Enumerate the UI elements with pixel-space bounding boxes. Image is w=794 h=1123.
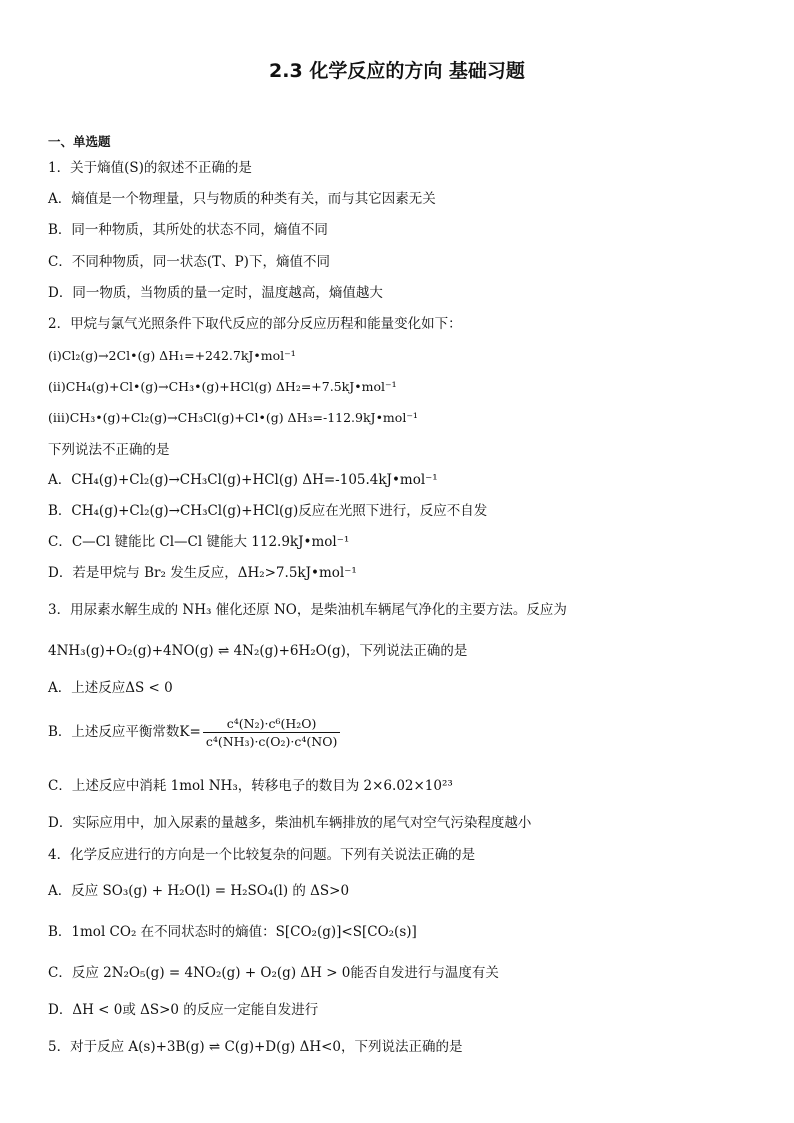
q2-option-a: A．CH₄(g)+Cl₂(g)→CH₃Cl(g)+HCl(g) ΔH=-105.4kJ•mol⁻¹ — [48, 472, 438, 488]
q2-step-iii: (iii)CH₃•(g)+Cl₂(g)→CH₃Cl(g)+Cl•(g) ΔH₃=-112.9kJ•mol⁻¹ — [48, 410, 418, 425]
q4-option-c: C．反应 2N₂O₅(g) = 4NO₂(g) + O₂(g) ΔH > 0能否自发进行与温度有关 — [48, 965, 499, 981]
q2-option-b: B．CH₄(g)+Cl₂(g)→CH₃Cl(g)+HCl(g)反应在光照下进行，反应不自发 — [48, 503, 488, 519]
equilibrium-constant-fraction — [203, 715, 341, 750]
section-heading: 一、单选题 — [48, 134, 111, 149]
question-4: 4．化学反应进行的方向是一个比较复杂的问题。下列有关说法正确的是 — [48, 847, 476, 863]
question-1: 1．关于熵值(S)的叙述不正确的是 — [48, 160, 252, 176]
question-2: 2．甲烷与氯气光照条件下取代反应的部分反应历程和能量变化如下： — [48, 316, 462, 332]
q3-option-d: D．实际应用中，加入尿素的量越多，柴油机车辆排放的尾气对空气污染程度越小 — [48, 815, 532, 831]
fraction-denominator: c⁴(NH₃)·c(O₂)·c⁴(NO) — [205, 734, 338, 749]
page-title: 2.3 化学反应的方向 基础习题 — [269, 60, 525, 82]
q2-prompt: 下列说法不正确的是 — [48, 442, 170, 458]
q4-option-b: B．1mol CO₂ 在不同状态时的熵值：S[CO₂(g)]<S[CO₂(s)] — [48, 924, 417, 940]
q1-option-b: B．同一种物质，其所处的状态不同，熵值不同 — [48, 222, 328, 238]
fraction-numerator: c⁴(N₂)·c⁶(H₂O) — [203, 715, 341, 733]
question-5: 5．对于反应 A(s)+3B(g) ⇌ C(g)+D(g) ΔH<0，下列说法正确的是 — [48, 1039, 463, 1055]
q3-option-a: A．上述反应ΔS < 0 — [48, 680, 173, 696]
q3-reaction: 4NH₃(g)+O₂(g)+4NO(g) ⇌ 4N₂(g)+6H₂O(g)，下列说法正确的是 — [48, 643, 468, 659]
q2-option-d: D．若是甲烷与 Br₂ 发生反应，ΔH₂>7.5kJ•mol⁻¹ — [48, 565, 357, 581]
q3-option-c: C．上述反应中消耗 1mol NH₃，转移电子的数目为 2×6.02×10²³ — [48, 778, 453, 794]
q2-step-ii: (ii)CH₄(g)+Cl•(g)→CH₃•(g)+HCl(g) ΔH₂=+7.5kJ•mol⁻¹ — [48, 379, 397, 394]
question-3: 3．用尿素水解生成的 NH₃ 催化还原 NO，是柴油机车辆尾气净化的主要方法。反应为 — [48, 602, 567, 618]
q1-option-c: C．不同种物质，同一状态(T、P)下，熵值不同 — [48, 254, 330, 270]
q2-option-c: C．C—Cl 键能比 Cl—Cl 键能大 112.9kJ•mol⁻¹ — [48, 534, 350, 550]
q4-option-d: D．ΔH < 0或 ΔS>0 的反应一定能自发进行 — [48, 1002, 319, 1018]
q4-option-a: A．反应 SO₃(g) + H₂O(l) = H₂SO₄(l) 的 ΔS>0 — [48, 883, 350, 899]
q3-option-b — [48, 714, 758, 750]
q3-option-b-text: B．上述反应平衡常数K= — [48, 724, 201, 740]
q2-step-i: (i)Cl₂(g)→2Cl•(g) ΔH₁=+242.7kJ•mol⁻¹ — [48, 348, 296, 363]
q1-option-d: D．同一物质，当物质的量一定时，温度越高，熵值越大 — [48, 285, 383, 301]
q1-option-a: A．熵值是一个物理量，只与物质的种类有关，而与其它因素无关 — [48, 191, 436, 207]
